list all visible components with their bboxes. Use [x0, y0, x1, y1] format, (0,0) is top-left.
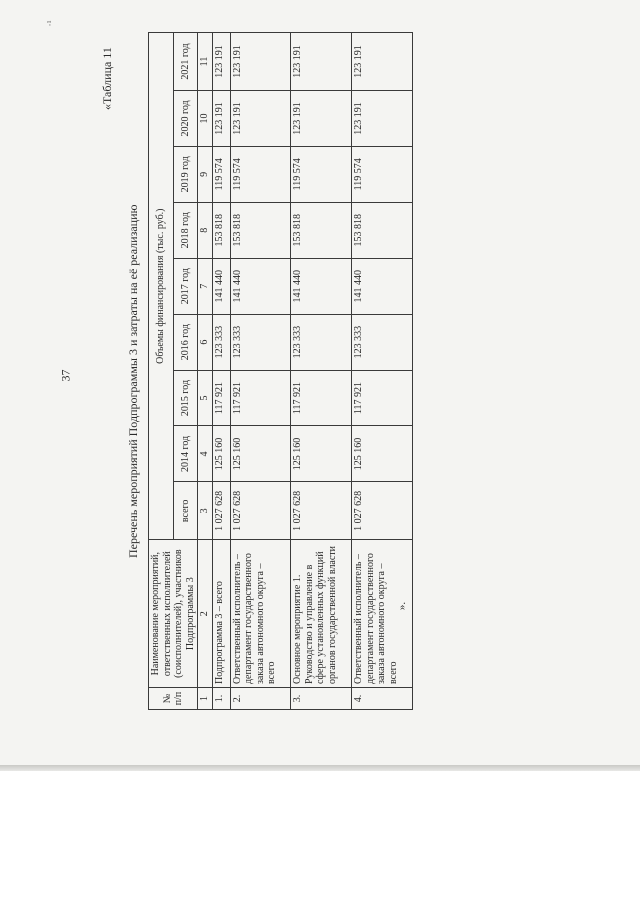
value-2015: 117 921: [212, 370, 230, 426]
table-row: [230, 33, 291, 710]
table-row: [212, 33, 230, 710]
header-year-2021: 2021 год: [173, 33, 198, 91]
header-year-2019: 2019 год: [173, 146, 198, 202]
value-2020: 123 191: [291, 90, 352, 146]
value-2018: 153 818: [212, 202, 230, 258]
value-2020: 123 191: [352, 90, 413, 146]
column-number: 7: [198, 258, 213, 314]
table-wrapper: [148, 32, 399, 710]
header-year-2015: 2015 год: [173, 370, 198, 426]
value-2016: 123 333: [212, 314, 230, 370]
value-2014: 125 160: [230, 426, 291, 482]
table-title: Перечень мероприятий Подпрограммы 3 и затраты на её реализацию: [126, 204, 140, 558]
scan-edge: [0, 765, 640, 771]
value-2017: 141 440: [230, 258, 291, 314]
value-2019: 119 574: [230, 146, 291, 202]
header-financing: Объемы финансирования (тыс. руб.): [149, 33, 174, 540]
header-year-2020: 2020 год: [173, 90, 198, 146]
table-row: [352, 33, 413, 710]
column-number: 4: [198, 426, 213, 482]
row-name: Ответственный исполнитель – департамент государственного заказа автономного округа – всего: [352, 540, 413, 688]
financing-table: [148, 32, 413, 710]
header-total: всего: [173, 482, 198, 540]
value-2017: 141 440: [352, 258, 413, 314]
value-2015: 117 921: [291, 370, 352, 426]
header-name: Наименование мероприятий, ответственных исполнителей (соисполнителей), участников Подпрограммы 3: [149, 540, 198, 688]
row-name: Подпрограмма 3 – всего: [212, 540, 230, 688]
header-year-2016: 2016 год: [173, 314, 198, 370]
value-2016: 123 333: [291, 314, 352, 370]
header-year-2018: 2018 год: [173, 202, 198, 258]
column-number: 3: [198, 482, 213, 540]
row-number: 4.: [352, 688, 413, 710]
value-2014: 125 160: [291, 426, 352, 482]
value-2017: 141 440: [212, 258, 230, 314]
value-2014: 125 160: [352, 426, 413, 482]
value-2021: 123 191: [230, 33, 291, 91]
value-2021: 123 191: [212, 33, 230, 91]
value-2015: 117 921: [352, 370, 413, 426]
value-2018: 153 818: [291, 202, 352, 258]
value-2020: 123 191: [212, 90, 230, 146]
row-number: 1.: [212, 688, 230, 710]
corner-mark: ·¹: [45, 20, 57, 27]
row-name: Ответственный исполнитель – департамент государственного заказа автономного округа – всего: [230, 540, 291, 688]
column-number: 9: [198, 146, 213, 202]
value-2018: 153 818: [352, 202, 413, 258]
value-2020: 123 191: [230, 90, 291, 146]
value-2021: 123 191: [352, 33, 413, 91]
header-year-2014: 2014 год: [173, 426, 198, 482]
value-2021: 123 191: [291, 33, 352, 91]
column-number: 10: [198, 90, 213, 146]
value-2019: 119 574: [212, 146, 230, 202]
row-number: 3.: [291, 688, 352, 710]
value-2019: 119 574: [291, 146, 352, 202]
column-number: 2: [198, 540, 213, 688]
page-number: 37: [58, 369, 73, 382]
value-total: 1 027 628: [352, 482, 413, 540]
value-2018: 153 818: [230, 202, 291, 258]
value-2015: 117 921: [230, 370, 291, 426]
column-number: 5: [198, 370, 213, 426]
row-name: Основное мероприятие 1. Руководство и управление в сфере установленных функций органов государственной власти: [291, 540, 352, 688]
value-2019: 119 574: [352, 146, 413, 202]
table-caption: «Таблица 11: [100, 47, 114, 110]
column-number: 1: [198, 688, 213, 710]
value-total: 1 027 628: [230, 482, 291, 540]
row-number: 2.: [230, 688, 291, 710]
value-total: 1 027 628: [212, 482, 230, 540]
column-number: 6: [198, 314, 213, 370]
table-row: [291, 33, 352, 710]
value-total: 1 027 628: [291, 482, 352, 540]
header-year-2017: 2017 год: [173, 258, 198, 314]
column-numbering-row: [198, 33, 213, 710]
header-num: № п/п: [149, 688, 198, 710]
value-2016: 123 333: [352, 314, 413, 370]
value-2014: 125 160: [212, 426, 230, 482]
column-number: 8: [198, 202, 213, 258]
value-2017: 141 440: [291, 258, 352, 314]
closing-mark: ».: [396, 601, 409, 611]
value-2016: 123 333: [230, 314, 291, 370]
column-number: 11: [198, 33, 213, 91]
